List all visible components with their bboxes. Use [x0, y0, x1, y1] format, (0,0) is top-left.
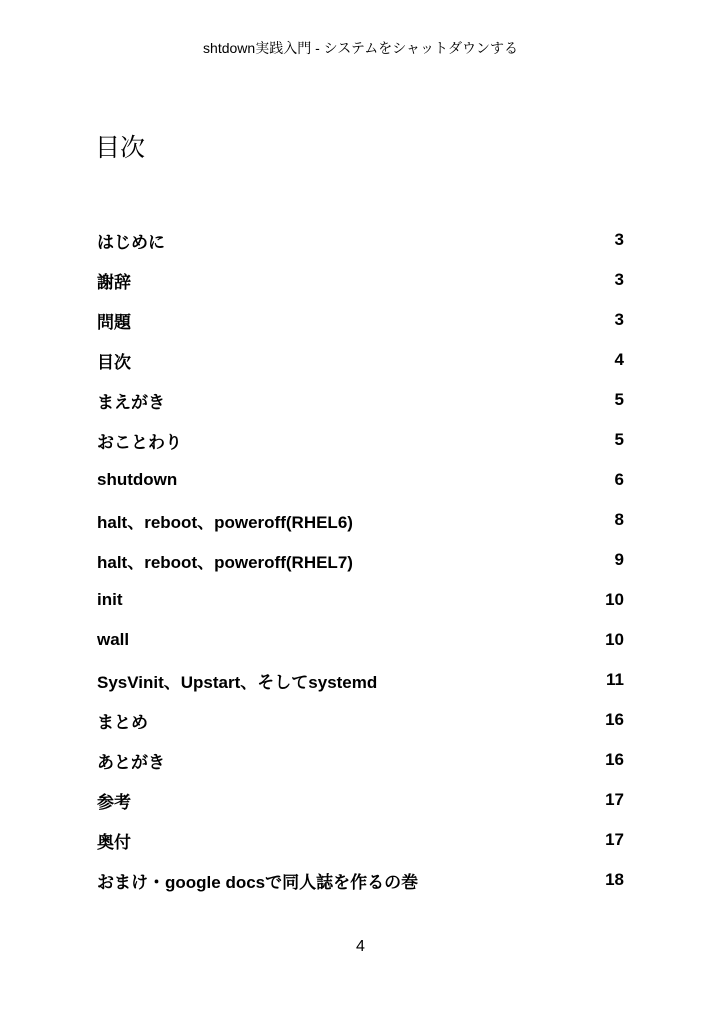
toc-entry[interactable] [97, 660, 624, 700]
toc-entry-page: 16 [605, 710, 624, 729]
running-header: shtdown実践入門 - システムをシャットダウンする [203, 40, 518, 56]
toc-entry[interactable] [97, 620, 624, 660]
toc-entry[interactable] [97, 300, 624, 340]
toc-entry[interactable] [97, 740, 624, 780]
toc-entry-page: 10 [605, 630, 624, 649]
toc-entry-label: おことわり [97, 432, 182, 452]
toc-entry-page: 9 [614, 550, 624, 569]
toc-entry[interactable] [97, 500, 624, 540]
toc-entry-label: wall [97, 630, 130, 649]
toc-entry-label: 問題 [97, 312, 131, 332]
toc-entry-page: 3 [614, 310, 624, 329]
toc-entry[interactable] [97, 700, 624, 740]
toc-entry-label: 目次 [97, 352, 131, 372]
toc-entry[interactable] [97, 380, 624, 420]
toc-entry-label: あとがき [97, 752, 165, 772]
toc-entry-label: おまけ・google docsで同人誌を作るの巻 [97, 872, 419, 892]
toc-entry-page: 17 [605, 830, 624, 849]
toc-entry[interactable] [97, 340, 624, 380]
toc-entry-page: 16 [605, 750, 624, 769]
toc-entry[interactable] [97, 220, 624, 260]
toc-entry-label: 奥付 [97, 832, 131, 852]
toc-entry-label: まえがき [97, 392, 165, 412]
toc-entry-page: 11 [606, 670, 624, 689]
toc-entry-page: 8 [614, 510, 624, 529]
toc-entry-label: shutdown [97, 470, 178, 489]
toc-entry-page: 3 [614, 270, 624, 289]
toc-entry-label: はじめに [97, 232, 165, 252]
toc-entry-label: halt、reboot、poweroff(RHEL6) [97, 512, 353, 532]
toc-entry-label: init [97, 590, 123, 609]
toc-entry[interactable] [97, 820, 624, 860]
toc-entry-label: SysVinit、Upstart、そしてsystemd [97, 672, 378, 692]
toc-entry-page: 3 [614, 230, 624, 249]
toc-entry-label: まとめ [97, 712, 148, 732]
toc-entry-label: 謝辞 [97, 272, 131, 292]
toc-entry-page: 17 [605, 790, 624, 809]
toc-entry-page: 4 [614, 350, 624, 369]
toc-entry-label: halt、reboot、poweroff(RHEL7) [97, 552, 353, 572]
toc-entry[interactable] [97, 260, 624, 300]
page-number: 4 [356, 938, 365, 955]
toc-entry[interactable] [97, 540, 624, 580]
toc-entry[interactable] [97, 860, 624, 900]
toc-entry-page: 18 [605, 870, 624, 889]
toc-entry-label: 参考 [97, 792, 131, 812]
toc-entry-page: 5 [614, 390, 624, 409]
table-of-contents [97, 220, 624, 900]
toc-entry[interactable] [97, 780, 624, 820]
toc-entry[interactable] [97, 420, 624, 460]
toc-entry[interactable] [97, 460, 624, 500]
toc-entry-page: 6 [614, 470, 624, 489]
toc-entry[interactable] [97, 580, 624, 620]
toc-entry-page: 5 [614, 430, 624, 449]
toc-entry-page: 10 [605, 590, 624, 609]
page-title: 目次 [95, 133, 146, 162]
